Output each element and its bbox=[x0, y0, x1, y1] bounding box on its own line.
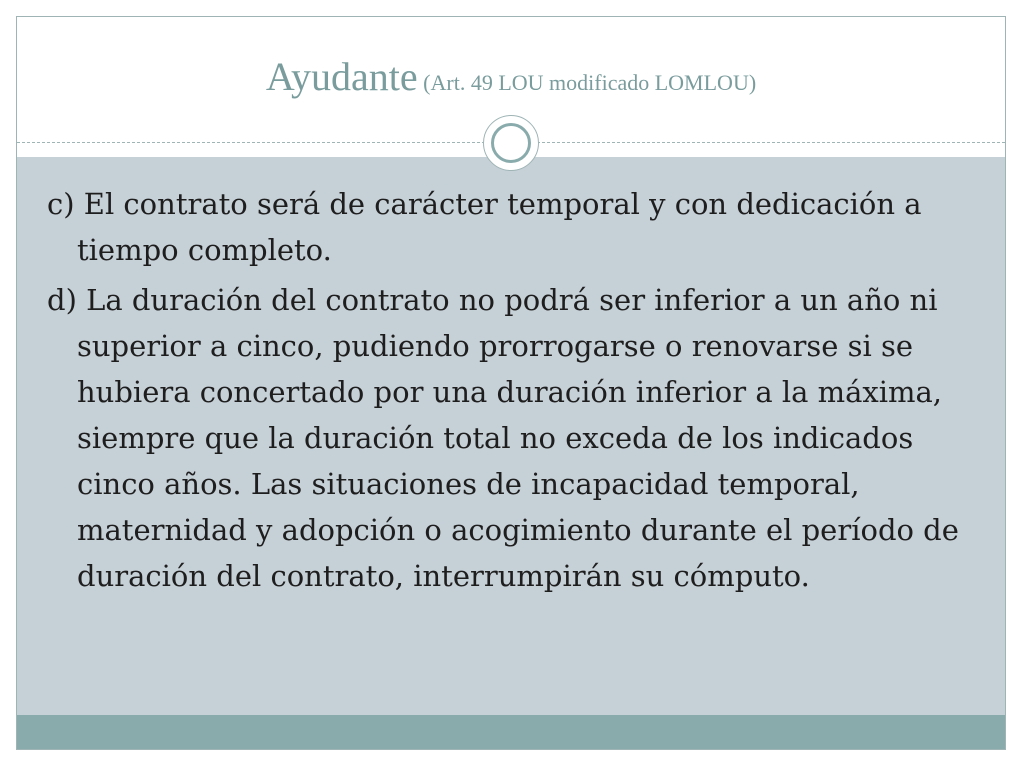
body-text bbox=[47, 181, 977, 603]
slide-title bbox=[17, 53, 1005, 100]
paragraph-c: c) El contrato será de carácter temporal y con dedicación a tiempo completo. bbox=[47, 187, 922, 267]
circle-ornament-icon bbox=[483, 115, 539, 171]
content-area bbox=[17, 157, 1005, 717]
slide bbox=[16, 16, 1006, 750]
title-main: Ayudante bbox=[265, 54, 418, 99]
inner-ring bbox=[491, 123, 531, 163]
title-subtitle: (Art. 49 LOU modificado LOMLOU) bbox=[417, 70, 757, 95]
footer-bar bbox=[17, 715, 1005, 749]
paragraph-d: d) La duración del contrato no podrá ser inferior a un año ni superior a cinco, pudiendo prorrogarse o renovarse si se hubiera concertado por una duración inferior a la máxima, siempre que la duración total no exceda de los indicados cinco años. Las situaciones de incapacidad temporal, maternidad y adopción o acogimiento durante el período de duración del contrato, interrumpirán su cómputo. bbox=[47, 283, 959, 593]
